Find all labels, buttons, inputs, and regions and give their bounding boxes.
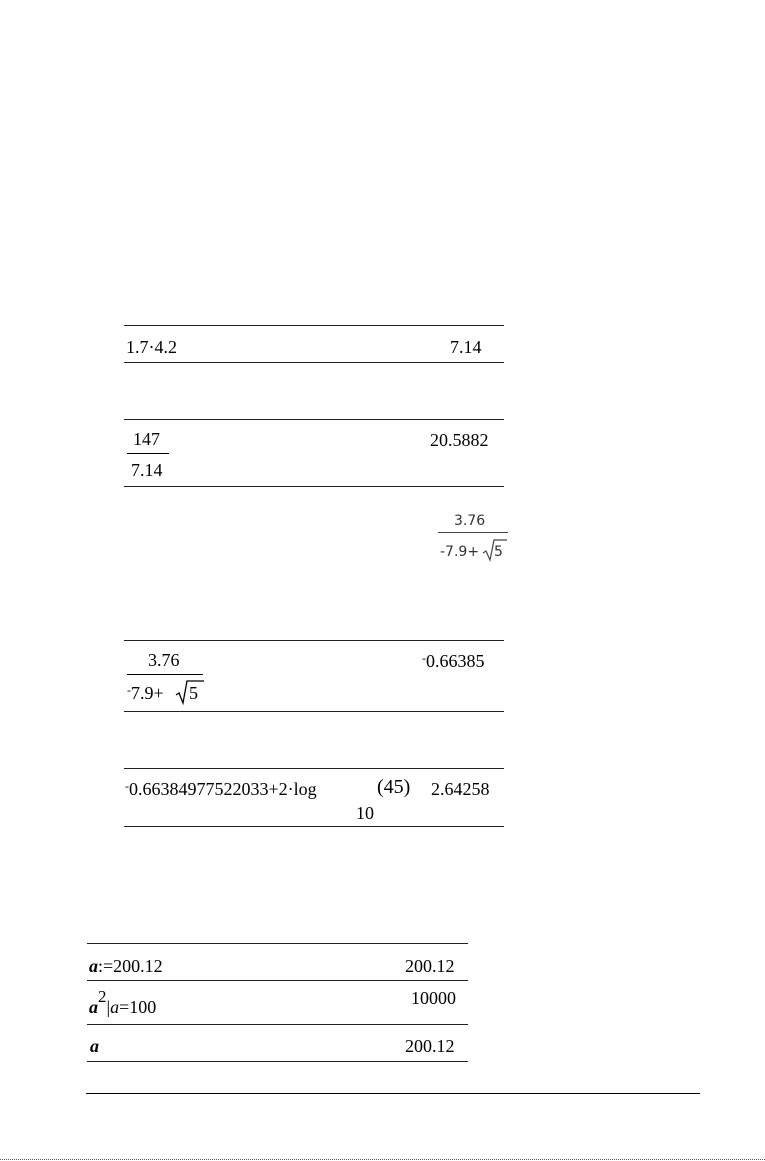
table-row (89, 987, 157, 1018)
page-bottom-edge (0, 1159, 765, 1160)
entry3-result-neg-sign: - (422, 651, 426, 665)
entry4-input (125, 779, 317, 801)
entry3-neg-sign: - (127, 683, 131, 697)
row3-var: a (90, 1036, 99, 1056)
entry3-denominator-prefix: 7.9+ (131, 683, 164, 703)
table-row (89, 956, 163, 976)
table-bottom-rule (87, 1061, 468, 1062)
table-top-rule (87, 943, 468, 944)
entry4-top-rule (124, 768, 504, 769)
table-rule-2 (87, 1024, 468, 1025)
preview-fraction-bar (438, 532, 508, 533)
entry1-input: 1.7·4.2 (126, 337, 177, 357)
page-footer-rule (86, 1093, 700, 1094)
entry4-result: 2.64258 (431, 779, 490, 799)
row1-result: 200.12 (405, 956, 455, 976)
table-row (90, 1036, 99, 1056)
table-rule-1 (87, 980, 468, 981)
row2-result: 10000 (411, 988, 456, 1008)
entry4-input-main: 0.66384977522033+2·log (129, 779, 317, 799)
row1-input: :=200.12 (98, 956, 163, 976)
preview-numerator: 3.76 (454, 513, 486, 529)
entry2-fraction-bar (127, 453, 169, 454)
entry4-bottom-rule (124, 826, 504, 827)
entry3-bottom-rule (124, 711, 504, 712)
row2-input: =100 (119, 997, 157, 1017)
preview-denominator-prefix: -7.9+ (440, 544, 480, 560)
entry2-denominator: 7.14 (131, 460, 163, 480)
entry1-top-rule (124, 325, 504, 326)
entry3-radicand: 5 (189, 683, 198, 703)
row2-bar: | (106, 997, 111, 1017)
entry2-bottom-rule (124, 486, 504, 487)
entry3-fraction-bar (127, 674, 203, 675)
entry4-log-arg: (45) (377, 776, 411, 798)
entry3-result (422, 651, 485, 673)
row2-exp: 2 (98, 987, 107, 1006)
entry2-result: 20.5882 (430, 430, 489, 450)
preview-radicand: 5 (494, 544, 503, 560)
entry3-result-value: 0.66385 (426, 651, 485, 671)
entry1-result: 7.14 (450, 337, 482, 357)
entry1-bottom-rule (124, 362, 504, 363)
row3-result: 200.12 (405, 1036, 455, 1056)
entry4-log-base: 10 (356, 803, 374, 823)
row2-var: a (89, 997, 98, 1017)
row2-var2: a (110, 997, 120, 1017)
entry3-denominator (127, 683, 164, 705)
entry4-neg-sign: - (125, 779, 129, 793)
row1-var: a (89, 956, 98, 976)
entry2-top-rule (124, 419, 504, 420)
entry3-numerator: 3.76 (148, 650, 180, 670)
entry2-numerator: 147 (133, 429, 160, 449)
entry3-top-rule (124, 640, 504, 641)
